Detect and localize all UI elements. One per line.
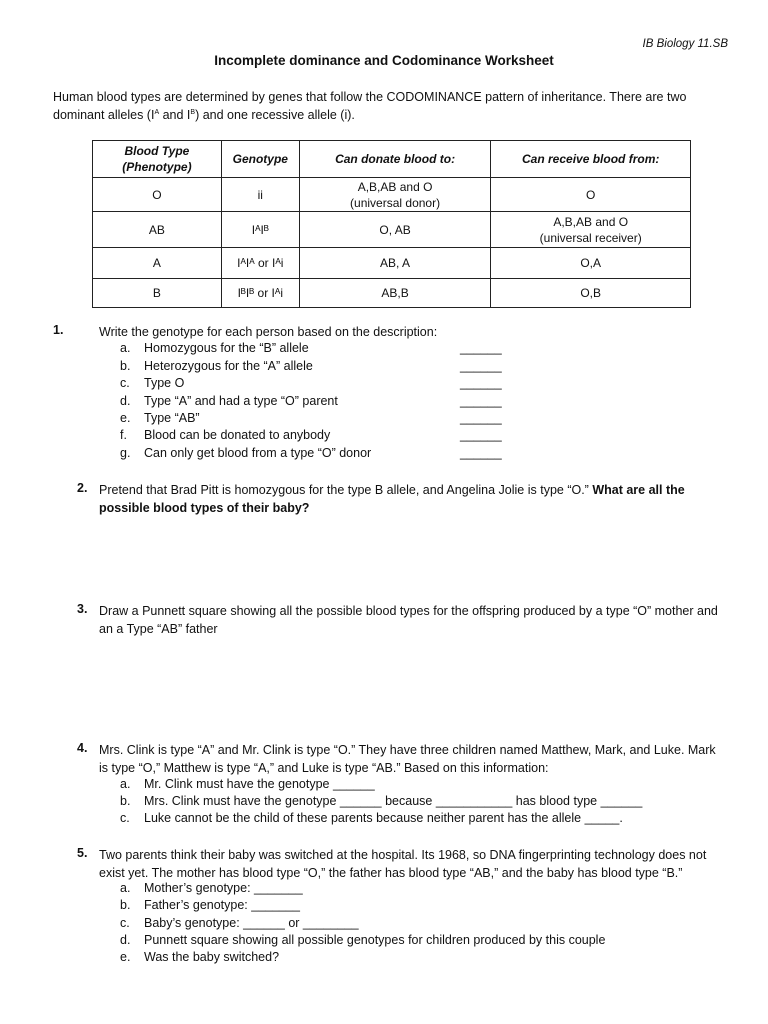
table-row	[93, 178, 691, 212]
page-title: Incomplete dominance and Codominance Worksheet	[214, 53, 554, 68]
q1-number: 1.	[53, 323, 64, 337]
q4-number: 4.	[77, 741, 88, 755]
cell-receive: O,B	[491, 279, 691, 308]
q1-item-b: b. Heterozygous for the “A” allele	[120, 359, 313, 373]
cell-genotype: IᴬIᴮ	[221, 212, 299, 248]
q1-blank-f[interactable]: ______	[460, 428, 502, 442]
cell-genotype: ii	[221, 178, 299, 212]
intro-paragraph	[53, 88, 733, 124]
q1-item-f: f. Blood can be donated to anybody	[120, 428, 331, 442]
cell-donate: AB, A	[299, 248, 491, 279]
header-genotype: Genotype	[221, 141, 299, 178]
q2-bold-question: What are all the possible blood types of their baby?	[99, 483, 685, 515]
intro-line-2b: and I	[159, 108, 191, 122]
q4-text: Mrs. Clink is type “A” and Mr. Clink is type “O.” They have three children named Matthew, Mark, and Luke. Mark is type “O,” Matthew is type “A,” and Luke is type “AB.” Based on this information:	[99, 743, 716, 775]
sup-a: A	[154, 109, 160, 116]
q5-text: Two parents think their baby was switched at the hospital. Its 1968, so DNA fingerprinting technology does not exist yet. The mother has blood type “O,” the father has blood type “AB,” and the baby has blood type “B.”	[99, 848, 707, 880]
q1-item-c: c. Type O	[120, 376, 185, 390]
q1-item-a: a. Homozygous for the “B” allele	[120, 341, 309, 355]
q5-item-c: c. Baby’s genotype: ______ or ________	[120, 916, 359, 930]
table-row	[93, 248, 691, 279]
q5-item-e: e. Was the baby switched?	[120, 950, 280, 964]
q1-item-d: d. Type “A” and had a type “O” parent	[120, 394, 338, 408]
q1-item-g: g. Can only get blood from a type “O” donor	[120, 446, 372, 460]
cell-receive: O,A	[491, 248, 691, 279]
sup-b: B	[190, 109, 196, 116]
q3-number: 3.	[77, 602, 88, 616]
cell-receive: A,B,AB and O (universal receiver)	[491, 212, 691, 248]
q1-item-e: e. Type “AB”	[120, 411, 200, 425]
q1-text: Write the genotype for each person based on the description:	[99, 325, 438, 339]
q1-blank-c[interactable]: ______	[460, 376, 502, 390]
header-donate: Can donate blood to:	[299, 141, 491, 178]
q4-item-a: a. Mr. Clink must have the genotype ______	[120, 777, 375, 791]
cell-genotype: IᴮIᴮ or Iᴬi	[221, 279, 299, 308]
header-receive: Can receive blood from:	[491, 141, 691, 178]
cell-receive: O	[491, 178, 691, 212]
q5-item-b: b. Father’s genotype: _______	[120, 898, 300, 912]
table-row	[93, 212, 691, 248]
cell-donate: A,B,AB and O (universal donor)	[299, 178, 491, 212]
blood-type-table	[92, 140, 691, 308]
q4-item-c: c. Luke cannot be the child of these parents because neither parent has the allele _____.	[120, 811, 623, 825]
cell-donate: AB,B	[299, 279, 491, 308]
cell-donate: O, AB	[299, 212, 491, 248]
q1-blank-e[interactable]: ______	[460, 411, 502, 425]
q2-number: 2.	[77, 481, 88, 495]
intro-line-1: Human blood types are determined by genes that follow the CODOMINANCE pattern of inheritance. There are two	[53, 90, 687, 104]
q3-text: Draw a Punnett square showing all the possible blood types for the offspring produced by a type “O” mother and an a Type “AB” father	[99, 604, 718, 636]
course-label: IB Biology 11.SB	[642, 38, 728, 50]
intro-line-2c: ) and one recessive allele (i).	[195, 108, 355, 122]
q2-text: Pretend that Brad Pitt is homozygous for the type B allele, and Angelina Jolie is type “O.” What are all the possible blood types of their baby?	[99, 483, 685, 515]
cell-phenotype: A	[93, 248, 222, 279]
table-header-row	[93, 141, 691, 178]
intro-line-2a: dominant alleles (I	[53, 108, 155, 122]
header-blood-type: Blood Type (Phenotype)	[93, 141, 222, 178]
q4-item-b: b. Mrs. Clink must have the genotype ______ because ___________ has blood type ______	[120, 794, 643, 808]
cell-phenotype: O	[93, 178, 222, 212]
cell-phenotype: AB	[93, 212, 222, 248]
q1-blank-b[interactable]: ______	[460, 359, 502, 373]
table-row	[93, 279, 691, 308]
q5-item-a: a. Mother’s genotype: _______	[120, 881, 303, 895]
q5-number: 5.	[77, 846, 88, 860]
cell-phenotype: B	[93, 279, 222, 308]
q5-item-d: d. Punnett square showing all possible genotypes for children produced by this couple	[120, 933, 606, 947]
q1-blank-g[interactable]: ______	[460, 446, 502, 460]
cell-genotype: IᴬIᴬ or Iᴬi	[221, 248, 299, 279]
q1-blank-d[interactable]: ______	[460, 394, 502, 408]
q1-blank-a[interactable]: ______	[460, 341, 502, 355]
